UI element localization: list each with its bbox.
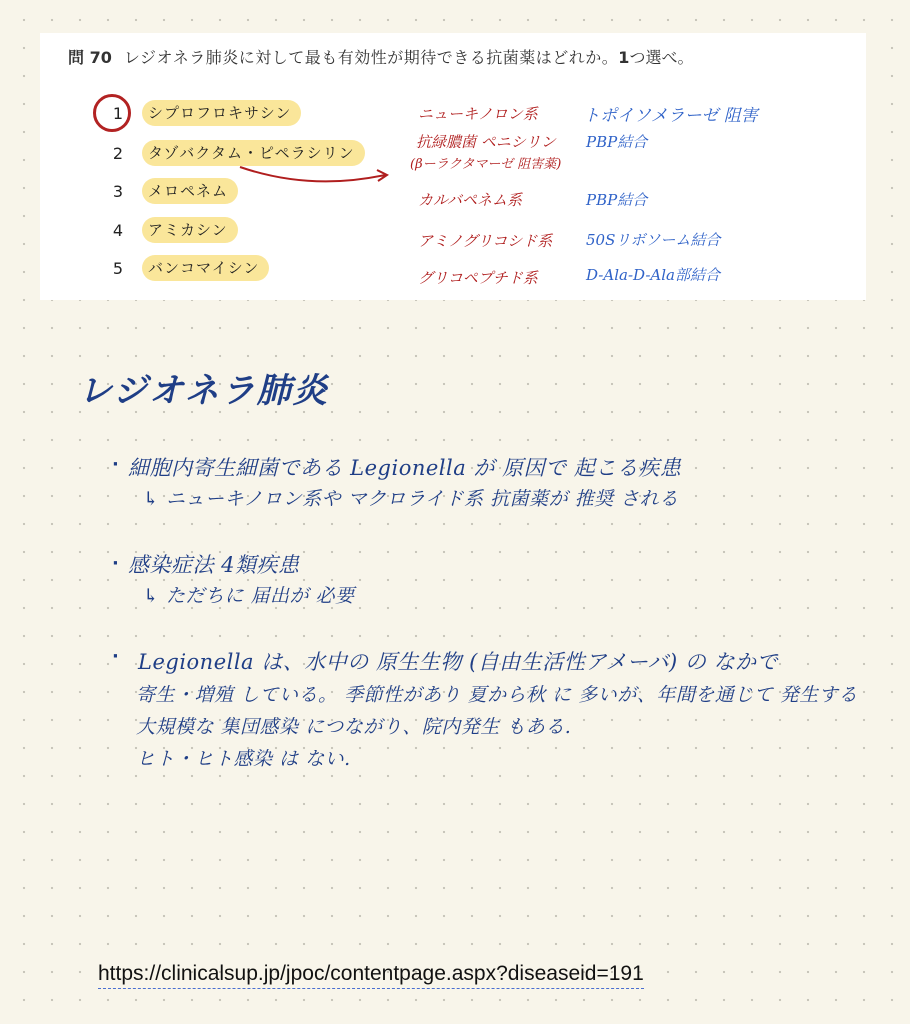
class-note-2b: (βーラクタマーゼ 阻害薬) xyxy=(410,157,562,172)
note-1-line-1: 細胞内寄生細菌である Legionella が 原因で 起こる疾患 xyxy=(128,456,682,480)
bullet-dot: · xyxy=(112,553,119,574)
source-link[interactable]: https://clinicalsup.jp/jpoc/contentpage.aspx?diseaseid=191 xyxy=(98,962,644,989)
class-note-2: 抗緑膿菌 ペニシリン xyxy=(416,133,556,151)
mechanism-note-4: 50Sリボソーム結合 xyxy=(586,231,721,249)
arrow-mark xyxy=(40,33,866,300)
note-1-line-2: ↳ ニューキノロン系や マクロライド系 抗菌薬が 推奨 される xyxy=(143,488,679,510)
bullet-dot: · xyxy=(112,646,119,667)
class-note-1: ニューキノロン系 xyxy=(418,105,538,123)
option-name: メロペネム xyxy=(142,178,238,204)
mechanism-note-1: トポイソメラーゼ 阻害 xyxy=(583,106,758,126)
note-3-line-2: 寄生・増殖 している。 季節性があり 夏から秋 に 多いが、年間を通じて 発生する xyxy=(136,684,858,706)
class-note-4: アミノグリコシド系 xyxy=(418,232,553,250)
note-3-line-3: 大規模な 集団感染 につながり、院内発生 もある. xyxy=(136,716,572,738)
question-suffix: つ選べ。 xyxy=(629,48,694,67)
question-number: 問 70 xyxy=(68,48,112,67)
question-text: レジオネラ肺炎に対して最も有効性が期待できる抗菌薬はどれか。 xyxy=(123,48,619,67)
option-number: 4 xyxy=(112,221,124,240)
option-name: アミカシン xyxy=(142,217,238,243)
option-name: シプロフロキサシン xyxy=(142,100,301,126)
class-note-3: カルバペネム系 xyxy=(418,191,522,209)
option-number: 2 xyxy=(112,144,124,163)
note-2-line-2: ↳ ただちに 届出が 必要 xyxy=(143,585,355,607)
mechanism-note-3: PBP結合 xyxy=(586,191,648,209)
option-number: 3 xyxy=(112,182,124,201)
notes-heading: レジオネラ肺炎 xyxy=(78,371,329,411)
question-card xyxy=(40,33,866,300)
option-number: 1 xyxy=(112,104,124,123)
mechanism-note-2: PBP結合 xyxy=(586,133,648,151)
option-name: タゾバクタム・ピペラシリン xyxy=(142,140,365,166)
note-3-line-4: ヒト・ヒト感染 は ない. xyxy=(136,748,351,770)
bullet-dot: · xyxy=(112,454,119,475)
note-2-line-1: 感染症法 4類疾患 xyxy=(128,553,300,577)
note-3-line-1: Legionella は、水中の 原生生物 (自由生活性アメーバ) の なかで xyxy=(138,650,779,674)
option-number: 5 xyxy=(112,259,124,278)
mechanism-note-5: D-Ala-D-Ala部結合 xyxy=(586,266,720,284)
class-note-5: グリコペプチド系 xyxy=(418,269,538,287)
option-name: バンコマイシン xyxy=(142,255,269,281)
question-count: 1 xyxy=(618,48,630,67)
